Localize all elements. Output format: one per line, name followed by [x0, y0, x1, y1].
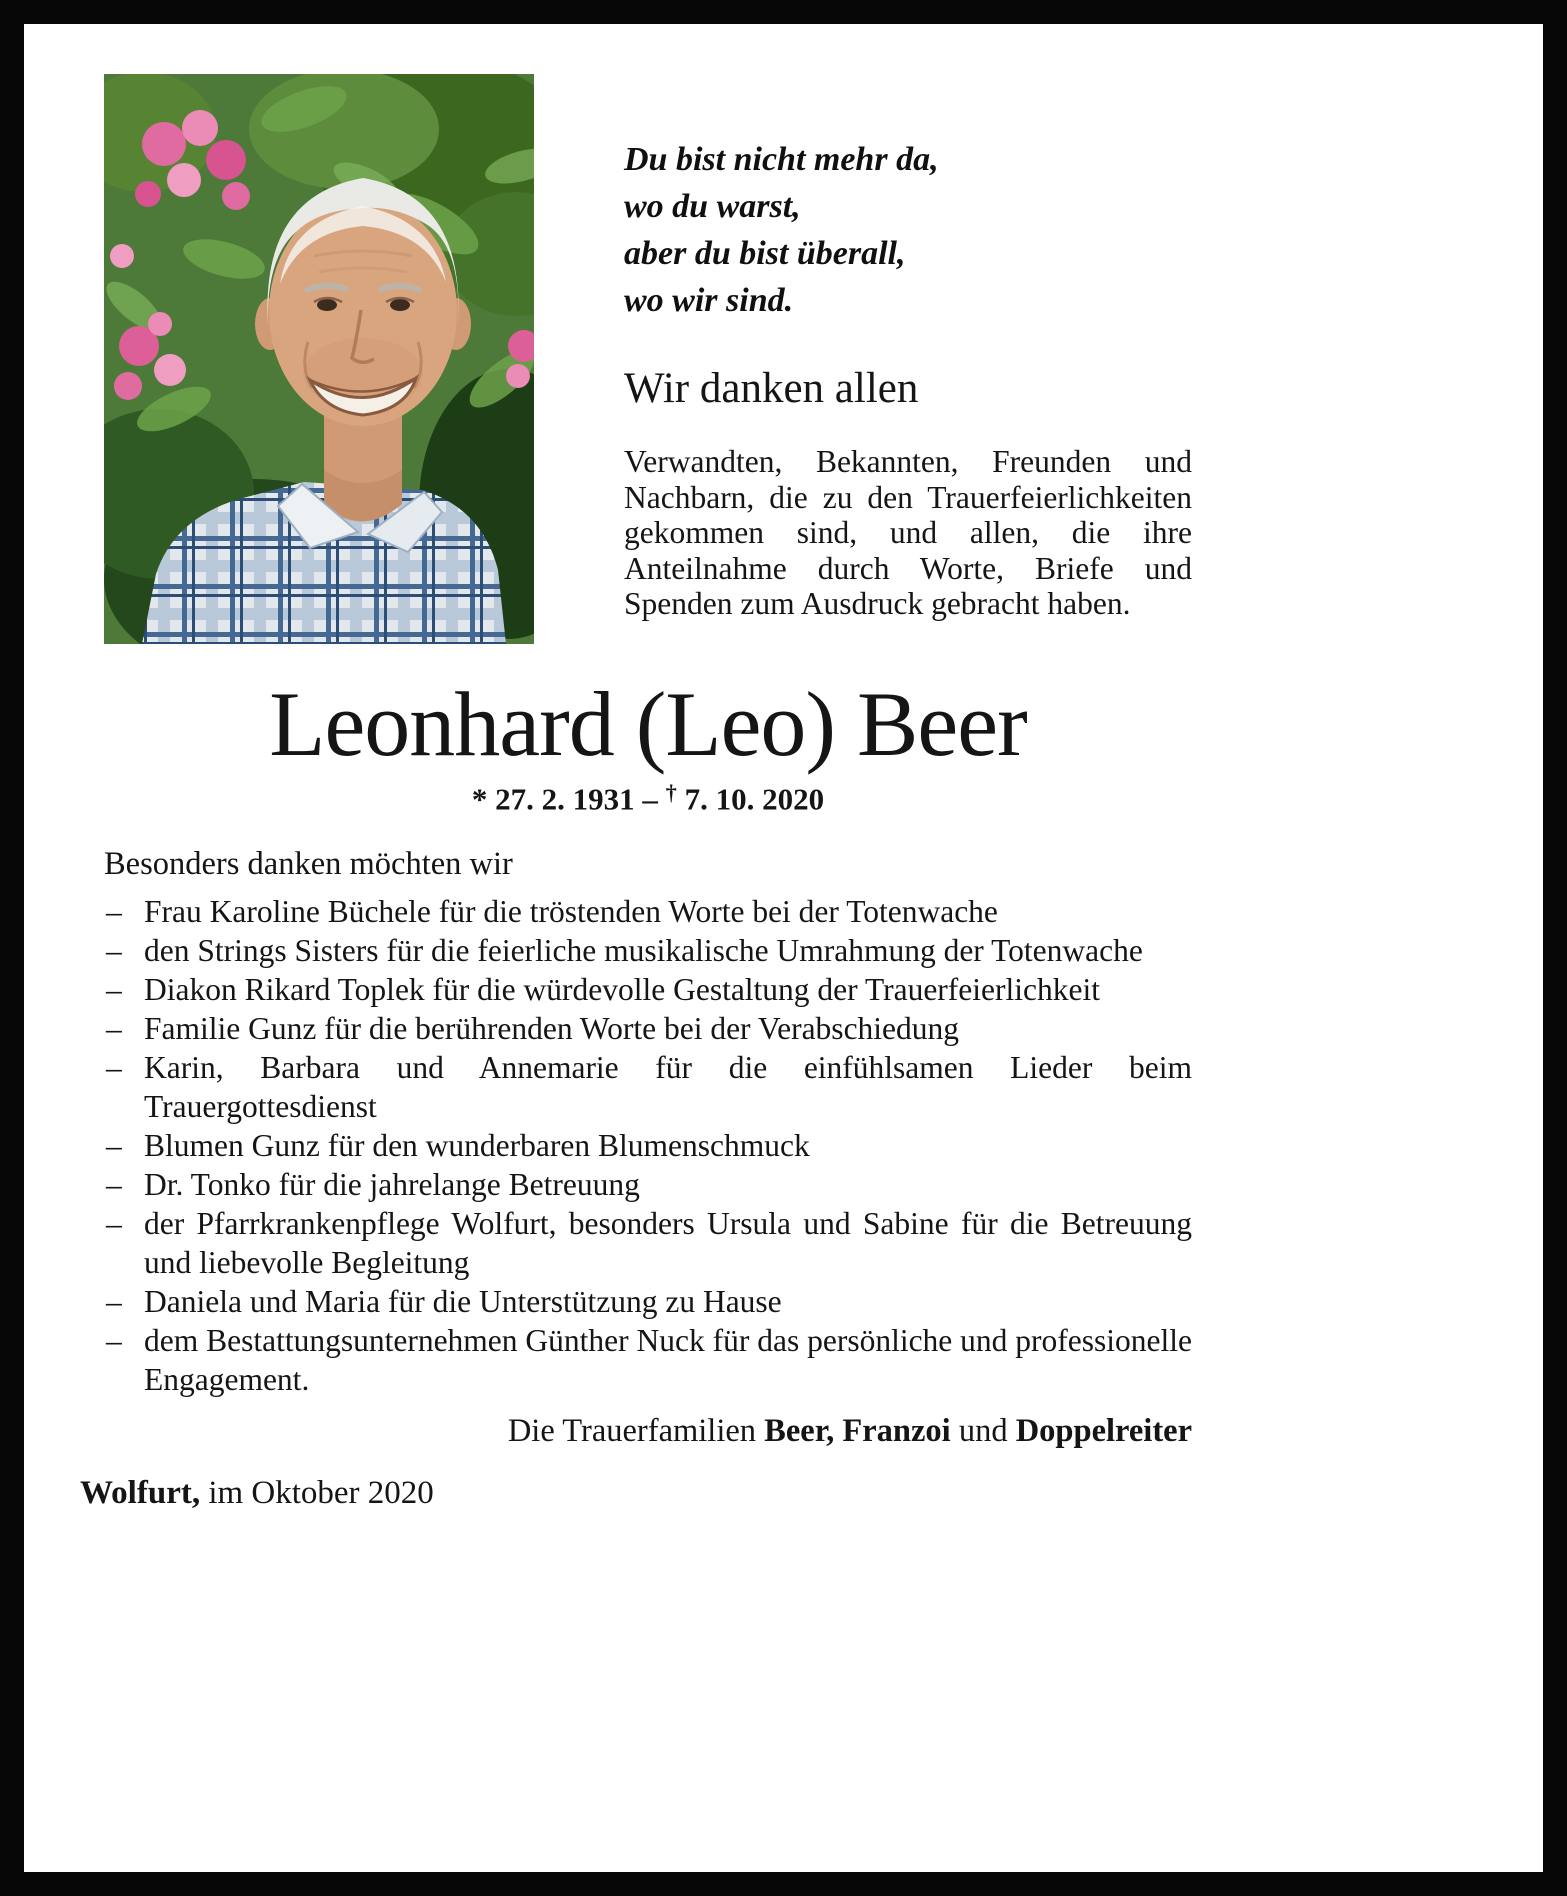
thanks-item-text: Karin, Barbara und Annemarie für die einfühlsamen Lieder beim Trauergottesdienst: [144, 1050, 1192, 1124]
thanks-list-item: [104, 1009, 1192, 1048]
list-dash-marker: –: [106, 1050, 122, 1085]
list-dash-marker: –: [106, 972, 122, 1007]
memorial-verse-line: wo wir sind.: [624, 282, 794, 319]
place-name: Wolfurt,: [80, 1475, 201, 1511]
thanks-heading: Wir danken allen: [624, 365, 919, 412]
thanks-list-item: [104, 1165, 1192, 1204]
life-dates: [104, 780, 1192, 817]
list-dash-marker: –: [106, 1128, 122, 1163]
intro-column: [624, 136, 1192, 622]
list-dash-marker: –: [106, 1284, 122, 1319]
thanks-item-text: dem Bestattungsunternehmen Günther Nuck für das persönliche und professionelle Engagement.: [144, 1323, 1192, 1397]
birth-symbol: *: [471, 781, 488, 817]
thanks-paragraph: Verwandten, Bekannten, Freunden und Nachbarn, die zu den Trauerfeierlichkeiten gekommen sind, und allen, die ihre Anteilnahme durch Worte, Briefe und Spenden zum Ausdruck gebracht haben.: [624, 444, 1192, 621]
obituary-page: [24, 24, 1543, 1872]
list-dash-marker: –: [106, 1167, 122, 1202]
memorial-verse: [624, 136, 1192, 324]
list-dash-marker: –: [106, 1323, 122, 1358]
thanks-item-text: Diakon Rikard Toplek für die würdevolle Gestaltung der Trauerfeierlichkeit: [144, 972, 1100, 1007]
families-prefix: Die Trauerfamilien: [507, 1413, 765, 1449]
birth-date: 27. 2. 1931: [495, 781, 635, 817]
special-thanks-heading: Besonders danken möchten wir: [104, 846, 513, 882]
portrait-photo-illustration: [104, 74, 534, 644]
family-name-1: Beer, Franzoi: [764, 1413, 951, 1449]
special-thanks-list: [104, 892, 1192, 1399]
death-symbol: †: [665, 780, 677, 805]
list-dash-marker: –: [106, 1206, 122, 1241]
list-dash-marker: –: [106, 894, 122, 929]
list-dash-marker: –: [106, 933, 122, 968]
family-name-2: Doppelreiter: [1015, 1413, 1192, 1449]
thanks-item-text: Daniela und Maria für die Unterstützung zu Hause: [144, 1284, 782, 1319]
deceased-block: [104, 672, 1192, 817]
thanks-list-item: [104, 931, 1192, 970]
thanks-list-item: [104, 1321, 1192, 1399]
thanks-list-item: [104, 1048, 1192, 1126]
thanks-list-item: [104, 892, 1192, 931]
memorial-verse-line: wo du warst,: [624, 188, 801, 225]
memorial-verse-line: Du bist nicht mehr da,: [624, 141, 939, 178]
thanks-list-item: [104, 1126, 1192, 1165]
thanks-item-text: Familie Gunz für die berührenden Worte bei der Verabschiedung: [144, 1011, 960, 1046]
families-conjunction: und: [950, 1413, 1016, 1449]
date-separator: –: [642, 781, 658, 817]
mourning-families-line: [104, 1409, 1192, 1453]
deceased-name: Leonhard (Leo) Beer: [269, 673, 1027, 775]
death-date: 7. 10. 2020: [684, 781, 825, 817]
thanks-item-text: den Strings Sisters für die feierliche musikalische Umrahmung der Totenwache: [144, 933, 1143, 968]
month-year: im Oktober 2020: [200, 1475, 434, 1511]
thanks-list-item: [104, 970, 1192, 1009]
thanks-item-text: der Pfarrkrankenpflege Wolfurt, besonders Ursula und Sabine für die Betreuung und liebevolle Begleitung: [144, 1206, 1192, 1280]
thanks-list-item: [104, 1204, 1192, 1282]
memorial-verse-line: aber du bist überall,: [624, 235, 906, 272]
special-thanks-section: [80, 842, 1192, 1515]
list-dash-marker: –: [106, 1011, 122, 1046]
thanks-list-item: [104, 1282, 1192, 1321]
portrait-photo: [104, 74, 534, 644]
thanks-item-text: Dr. Tonko für die jahrelange Betreuung: [144, 1167, 640, 1202]
thanks-item-text: Frau Karoline Büchele für die tröstenden Worte bei der Totenwache: [144, 894, 998, 929]
place-date-line: [80, 1471, 1192, 1515]
thanks-item-text: Blumen Gunz für den wunderbaren Blumenschmuck: [144, 1128, 810, 1163]
